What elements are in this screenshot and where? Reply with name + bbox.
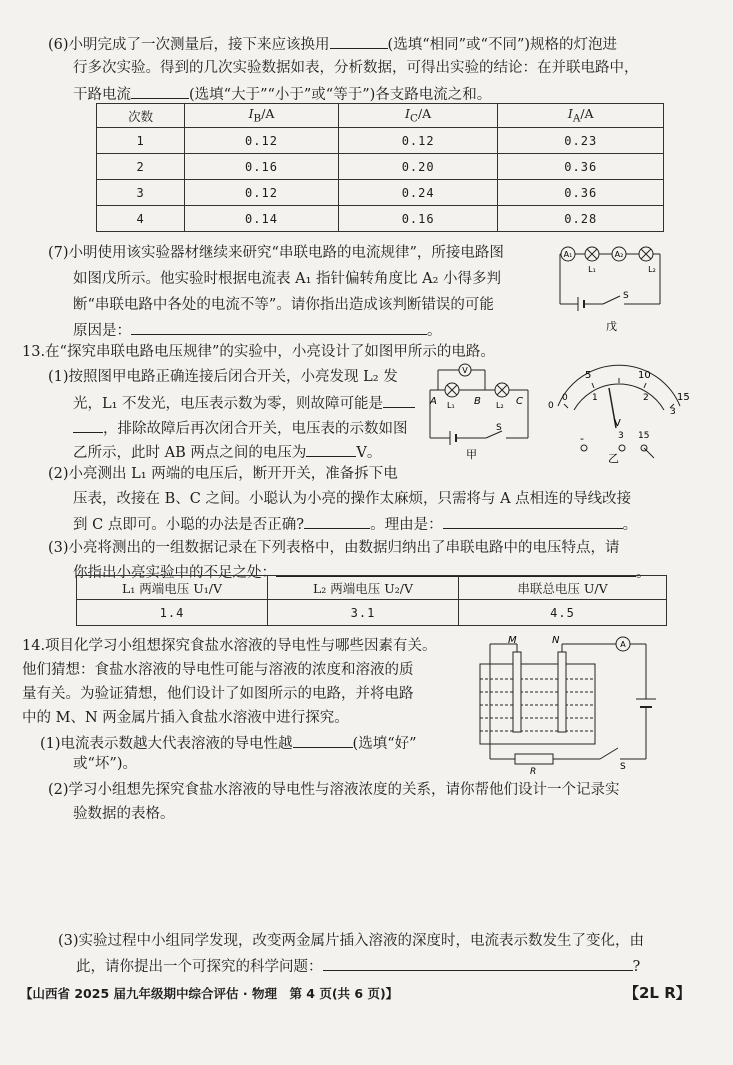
- q14-line1: 14.项目化学习小组想探究食盐水溶液的导电性与哪些因素有关。: [22, 638, 437, 654]
- svg-text:S: S: [620, 762, 626, 772]
- svg-text:S: S: [623, 291, 629, 301]
- svg-text:0: 0: [562, 393, 568, 403]
- svg-text:A₁: A₁: [563, 250, 573, 259]
- q14-p1-line2: 或“坏”)。: [73, 756, 137, 772]
- q13-p3-line1: (3)小亮将测出的一组数据记录在下列表格中，由数据归纳出了串联电路中的电压特点，请: [48, 540, 620, 556]
- svg-text:0: 0: [548, 401, 554, 411]
- q13-p3-line2: 你指出小亮实验中的不足之处： 。: [73, 558, 651, 586]
- svg-text:B: B: [474, 396, 481, 407]
- q14-p2-line2: 验数据的表格。: [73, 806, 175, 822]
- voltmeter-dial-figure: [544, 366, 694, 465]
- table-row: 4 0.14 0.16 0.28: [97, 206, 664, 232]
- svg-text:1: 1: [592, 393, 598, 403]
- svg-text:L₁: L₁: [447, 401, 455, 410]
- q14-line4: 中的 M、N 两金属片插入食盐水溶液中进行探究。: [22, 710, 349, 726]
- answer-blank[interactable]: [323, 952, 633, 971]
- answer-blank[interactable]: [383, 389, 415, 408]
- q12-p7-line2: 如图戊所示。他实验时根据电流表 A₁ 指针偏转角度比 A₂ 小得多判: [73, 271, 502, 287]
- svg-text:3: 3: [618, 431, 624, 441]
- q12-p7-line4: 原因是： 。: [73, 316, 442, 344]
- svg-text:A₂: A₂: [614, 250, 624, 259]
- ammeter-a2-icon: [612, 247, 626, 261]
- q14-p1-line1: (1)电流表示数越大代表溶液的导电性越 (选填“好”: [40, 729, 417, 757]
- q14-p3-line2: 此，请你提出一个可探究的科学问题： ?: [76, 952, 640, 980]
- bulb-l2-icon: [495, 383, 509, 397]
- circuit-figure-jia: [424, 360, 534, 460]
- answer-blank[interactable]: [73, 414, 103, 433]
- table-row: 2 0.16 0.20 0.36: [97, 154, 664, 180]
- q12-p7-line1: (7)小明使用该实验器材继续来研究“串联电路的电流规律”，所接电路图: [48, 245, 504, 261]
- bulb-l1-icon: [445, 383, 459, 397]
- answer-blank[interactable]: [443, 510, 623, 529]
- q13-p1-line1: (1)按照图甲电路正确连接后闭合开关，小亮发现 L₂ 发: [48, 369, 398, 385]
- svg-text:甲: 甲: [466, 448, 477, 461]
- svg-text:V: V: [614, 418, 621, 429]
- q13-intro: 13.在“探究串联电路电压规律”的实验中，小亮设计了如图甲所示的电路。: [22, 344, 495, 360]
- answer-blank[interactable]: [304, 510, 370, 529]
- table-header: L₁ 两端电压 U₁/V: [77, 576, 268, 600]
- table-header: 次数: [97, 104, 185, 128]
- svg-text:M: M: [508, 635, 517, 646]
- svg-text:A: A: [620, 640, 626, 649]
- svg-text:3: 3: [670, 407, 676, 417]
- svg-text:15: 15: [638, 431, 650, 441]
- table-row: 1 0.12 0.12 0.23: [97, 128, 664, 154]
- q14-line3: 量有关。为验证猜想，他们设计了如图所示的电路，并将电路: [22, 686, 414, 702]
- svg-text:R: R: [530, 767, 537, 777]
- q13-p1-line3: ，排除故障后再次闭合开关，电压表的示数如图: [73, 414, 408, 442]
- table-header: L₂ 两端电压 U₂/V: [268, 576, 459, 600]
- svg-text:S: S: [496, 423, 502, 433]
- q12-p6-line2: 行多次实验。得到的几次实验数据如表，分析数据，可得出实验的结论：在并联电路中，: [73, 60, 639, 76]
- voltage-data-table: [76, 575, 667, 626]
- bulb-l2-icon: [639, 247, 653, 261]
- table-header: $I_A/A$: [498, 104, 664, 128]
- bulb-l1-icon: [585, 247, 599, 261]
- q14-p2-line1: (2)学习小组想先探究食盐水溶液的导电性与溶液浓度的关系，请你帮他们设计一个记录实: [48, 782, 620, 798]
- answer-blank[interactable]: [306, 438, 356, 457]
- q12-p7-line3: 断“串联电路中各处的电流不等”。请你指出造成该判断错误的可能: [73, 297, 494, 313]
- table-row: 3 0.12 0.24 0.36: [97, 180, 664, 206]
- svg-text:L₂: L₂: [496, 401, 504, 410]
- ammeter-a1-icon: [561, 247, 575, 261]
- ammeter-icon: [616, 637, 630, 651]
- q13-p1-line2: 光，L₁ 不发光，电压表示数为零，则故障可能是: [73, 389, 415, 417]
- q13-p1-line4: 乙所示，此时 AB 两点之间的电压为 V。: [73, 438, 381, 466]
- footer-code: 【2L R】: [624, 984, 691, 1002]
- table-header: $I_B/A$: [185, 104, 339, 128]
- answer-blank[interactable]: [131, 316, 427, 335]
- answer-blank[interactable]: [131, 80, 189, 99]
- svg-text:15: 15: [677, 392, 690, 403]
- table-header: 串联总电压 U/V: [459, 576, 667, 600]
- svg-text:戊: 戊: [606, 320, 617, 333]
- current-data-table: [96, 103, 664, 232]
- svg-text:A: A: [430, 396, 437, 407]
- table-header: $I_C/A$: [338, 104, 498, 128]
- voltmeter-icon: [459, 364, 471, 376]
- q13-p2-line1: (2)小亮测出 L₁ 两端的电压后，断开开关，准备拆下电: [48, 466, 398, 482]
- footer-info: 【山西省 2025 届九年级期中综合评估 · 物理 第 4 页(共 6 页)】: [20, 986, 399, 1001]
- svg-text:N: N: [552, 635, 560, 646]
- q13-p2-line2: 压表，改接在 B、C 之间。小聪认为小亮的操作太麻烦，只需将与 A 点相连的导线改接: [73, 491, 632, 507]
- svg-text:2: 2: [643, 393, 649, 403]
- svg-text:10: 10: [638, 370, 651, 381]
- svg-text:L₂: L₂: [648, 265, 656, 274]
- q13-p2-line3: 到 C 点即可。小聪的办法是否正确? 。理由是： 。: [73, 510, 637, 538]
- q12-p6-line3: 干路电流 (选填“大于”“小于”或“等于”)各支路电流之和。: [73, 80, 491, 108]
- circuit-figure-wu: [548, 240, 673, 338]
- svg-text:乙: 乙: [608, 452, 619, 465]
- svg-text:5: 5: [585, 370, 592, 381]
- saltwater-circuit-figure: [470, 634, 670, 777]
- svg-text:V: V: [462, 366, 468, 375]
- answer-blank[interactable]: [330, 30, 388, 49]
- svg-text:C: C: [516, 396, 523, 407]
- q14-p3-line1: (3)实验过程中小组同学发现，改变两金属片插入溶液的深度时，电流表示数发生了变化，由: [58, 933, 645, 949]
- q12-p6-line1: (6)小明完成了一次测量后，接下来应该换用 (选填“相同”或“不同”)规格的灯泡进: [48, 30, 617, 58]
- svg-text:-: -: [580, 432, 584, 445]
- q14-line2: 他们猜想：食盐水溶液的导电性可能与溶液的浓度和溶液的质: [22, 662, 414, 678]
- table-row: 1.4 3.1 4.5: [77, 600, 667, 626]
- answer-blank[interactable]: [293, 729, 353, 748]
- svg-text:L₁: L₁: [588, 265, 596, 274]
